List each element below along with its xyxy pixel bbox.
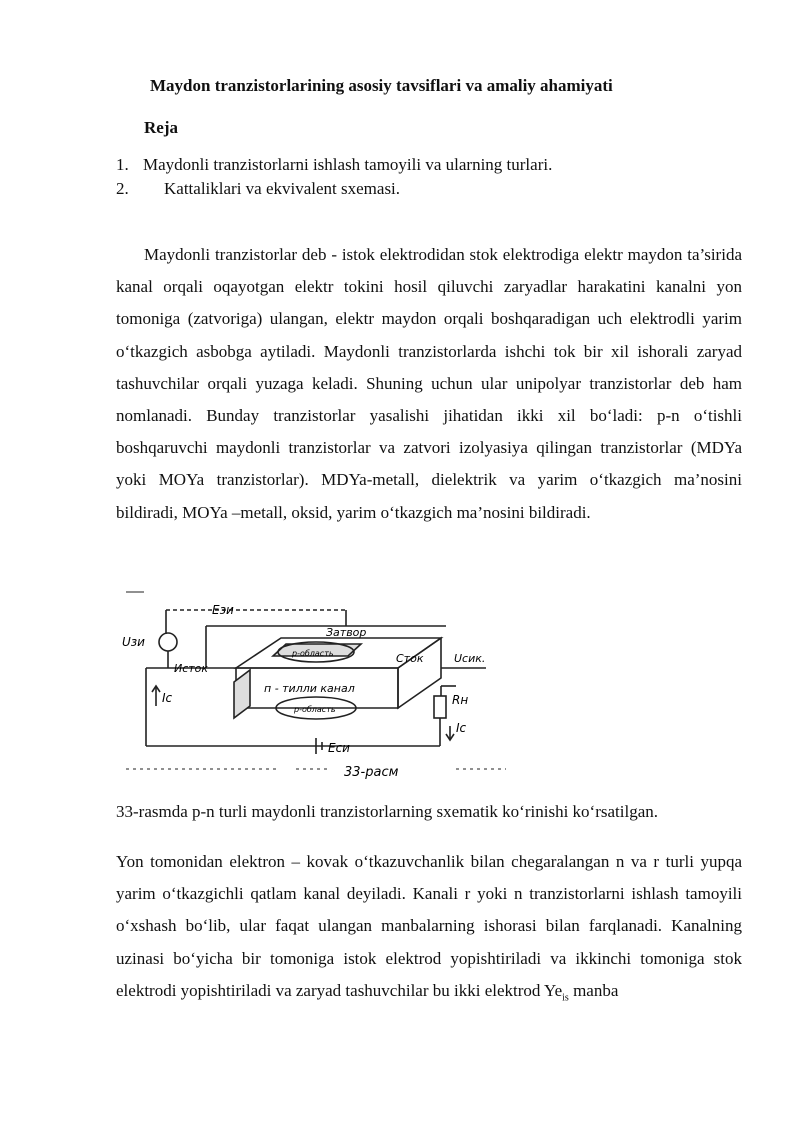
plan-list [116, 153, 552, 201]
label-esi: Eси [328, 741, 350, 755]
plan-item-text: Maydonli tranzistorlarni ishlash tamoyili va ularning turlari. [143, 155, 553, 174]
plan-item-number: 1. [116, 155, 129, 174]
plan-item-1 [116, 153, 552, 177]
transistor-diagram-figure [116, 586, 516, 782]
plan-item-text: Kattaliklari va ekvivalent sxemasi. [164, 179, 401, 198]
label-channel: п - тилли канал [264, 682, 355, 695]
label-stok: Сток [396, 652, 424, 665]
figure-number: 33-расм [344, 765, 399, 780]
label-istok: Исток [174, 662, 209, 675]
transistor-diagram [116, 586, 516, 782]
label-ezi: Eзи [212, 603, 234, 617]
label-ic-right: Ic [456, 721, 467, 735]
label-p-region-bottom: р-область [294, 705, 336, 714]
label-rn: Rн [452, 693, 469, 707]
paragraph-channel-text: Yon tomonidan elektron – kovak o‘tkazuvchanlik bilan chegaralangan n va r turli yupqa yarim o‘tkazgichli qatlam kanal deyiladi. Kanali r yoki n tranzistorlarni ishlash tamoyili o‘xshash bo‘lib, ular faqat ulangan manbalarning ishorasi bilan farqlanadi. Kanalning uzinasi bo‘yicha bir tomoniga istok elektrod yopishtiriladi va ikkinchi tomoniga stok elektrodi yopishtiriladi va zaryad tashuvchilar bu ikki elektrod Ye [116, 852, 742, 1000]
figure-caption-line: 33-rasmda p-n turli maydonli tranzistorlarning sxematik ko‘rinishi ko‘rsatilgan. [116, 802, 658, 821]
paragraph-channel [116, 846, 742, 1014]
plan-item-2 [116, 177, 552, 201]
document-title: Maydon tranzistorlarining asosiy tavsiflari va amaliy ahamiyati [150, 76, 613, 95]
plan-heading: Reja [144, 118, 178, 137]
paragraph-channel-tail: manba [568, 980, 619, 1000]
subscript-is: is [562, 992, 569, 1004]
label-p-region-top: р-область [292, 649, 334, 658]
label-uzi: Uзи [122, 635, 145, 649]
label-usik: Uсик. [454, 652, 486, 665]
paragraph-definition: Maydonli tranzistorlar deb - istok elektrodidan stok elektrodiga elektr maydon ta’sirida kanal orqali oqayotgan elektr tokini hosil qiluvchi zaryadlar harakatini kanalni yon tomoniga (zatvoriga) ulangan, elektr maydon orqali boshqaradigan uch elektrodli yarim o‘tkazgich asbobga aytiladi. Maydonli tranzistorlarda ishchi tok bir xil ishorali zaryad tashuvchilar orqali yuzaga keladi. Shuning uchun ular unipolyar tranzistorlar deb ham nomlanadi. Bunday tranzistorlar yasalishi jihatidan ikki xil bo‘ladi: p-n o‘tishli boshqaruvchi maydonli tranzistorlar va zatvori izolyasiya qilingan tranzistorlar (MDYa yoki MOYa tranzistorlar). MDYa-metall, dielektrik va yarim o‘tkazgich ma’nosini bildiradi, MOYa –metall, oksid, yarim o‘tkazgich ma’nosini bildiradi. [116, 245, 742, 522]
plan-item-number: 2. [116, 179, 129, 198]
label-ic-left: Ic [162, 691, 173, 705]
label-zatvor: Затвор [326, 626, 367, 639]
